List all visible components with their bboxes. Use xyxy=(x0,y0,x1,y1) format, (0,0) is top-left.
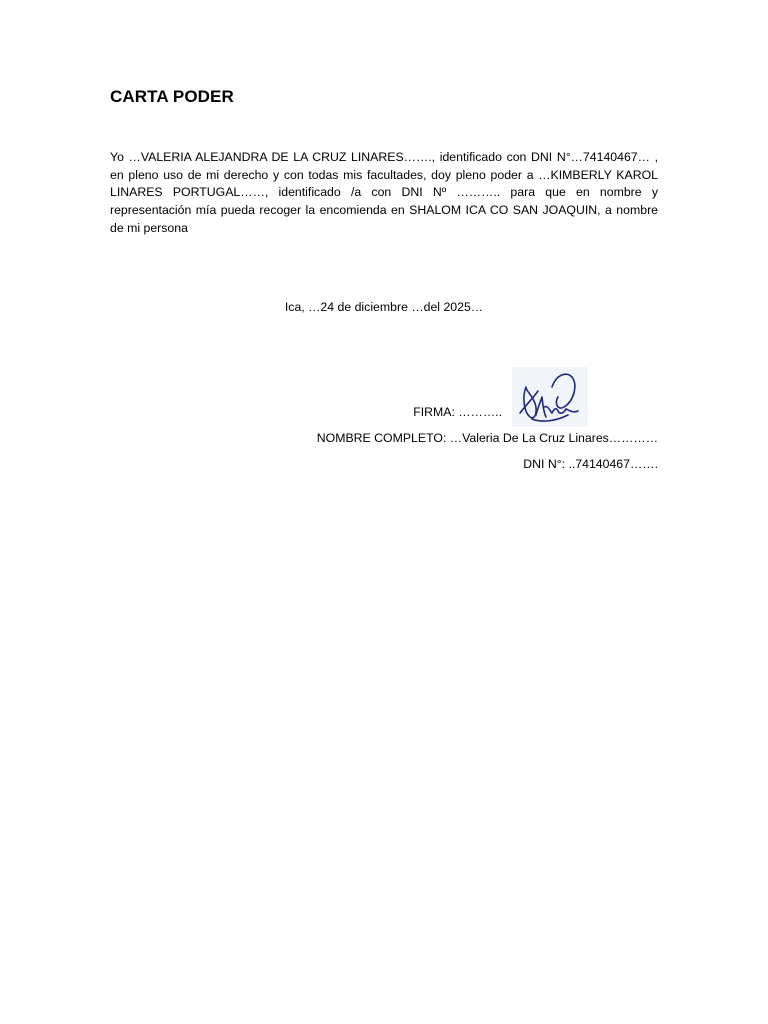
signature-label: FIRMA: ……….. xyxy=(413,405,502,419)
signature-drawing xyxy=(512,367,588,427)
full-name-line: NOMBRE COMPLETO: …Valeria De La Cruz Linares………… xyxy=(316,431,658,445)
handwritten-signature xyxy=(512,367,588,427)
document-body-paragraph: Yo …VALERIA ALEJANDRA DE LA CRUZ LINARES……., identificado con DNI N°…74140467… , en pleno uso de mi derecho y con todas mis facultades, doy pleno poder a …KIMBERLY KAROL LINARES PORTUGAL……, identificado /a con DNI Nº ……….. para que en nombre y representación mía pueda recoger la encomienda en SHALOM ICA CO SAN JOAQUIN, a nombre de mi persona xyxy=(110,150,658,235)
document-title: CARTA PODER xyxy=(110,87,234,106)
signature-strokes xyxy=(520,374,578,421)
date-line: Ica, …24 de diciembre …del 2025… xyxy=(284,300,484,314)
dni-line: DNI N°: ..74140467……. xyxy=(523,457,658,471)
